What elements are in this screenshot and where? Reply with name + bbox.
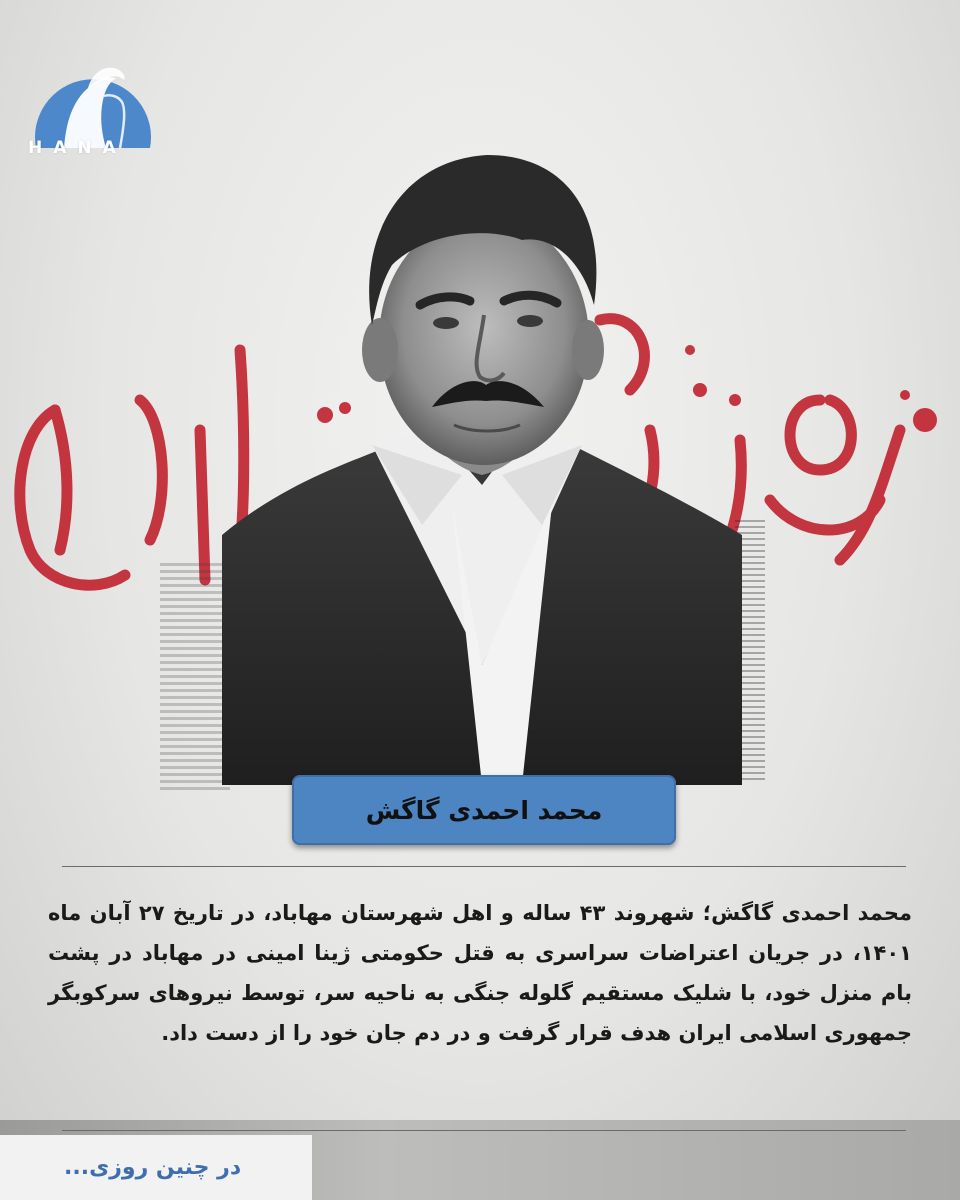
portrait-photo bbox=[222, 145, 742, 785]
description-paragraph: محمد احمدی گاگش؛ شهروند ۴۳ ساله و اهل شهرستان مهاباد، در تاریخ ۲۷ آبان ماه ۱۴۰۱، در جریان اعتراضات سراسری به قتل حکومتی ژینا امینی در مهاباد در پشت بام منزل خود، با شلیک مستقیم گلوله جنگی به ناحیه سر، توسط نیروهای سرکوبگر جمهوری اسلامی ایران هدف قرار گرفت و در دم جان خود را از دست داد. bbox=[48, 901, 912, 1045]
divider-top bbox=[62, 866, 906, 867]
glitch-texture-left bbox=[160, 560, 230, 790]
person-name: محمد احمدی گاگش bbox=[365, 795, 603, 825]
footer-label: در چنین روزی... bbox=[64, 1155, 242, 1180]
divider-bottom bbox=[62, 1130, 906, 1131]
logo-wordmark: HANA bbox=[28, 138, 127, 158]
name-banner bbox=[292, 775, 676, 845]
footer-tab bbox=[0, 1135, 312, 1200]
